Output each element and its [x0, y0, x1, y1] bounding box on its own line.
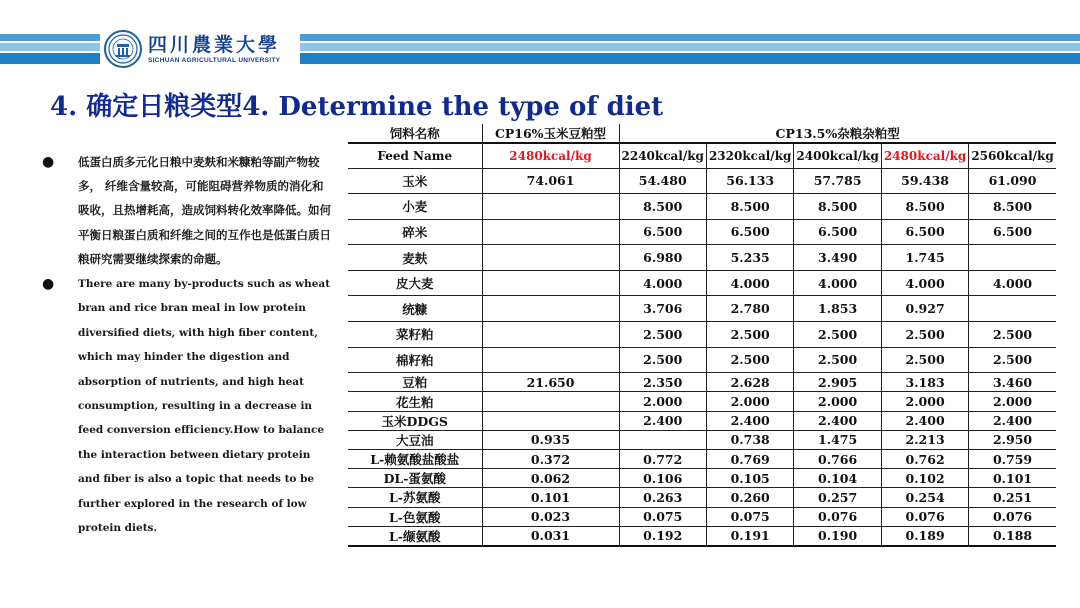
- column-header-energy: 2560kcal/kg: [969, 143, 1056, 168]
- feed-name-cell: 皮大麦: [348, 270, 482, 296]
- feed-name-cell: L-赖氨酸盐酸盐: [348, 450, 482, 469]
- column-header-energy: 2480kcal/kg: [482, 143, 619, 168]
- value-cell: 2.905: [794, 373, 881, 392]
- feed-name-cell: DL-蛋氨酸: [348, 469, 482, 488]
- value-cell: 0.076: [969, 507, 1056, 526]
- column-header-energy: 2400kcal/kg: [794, 143, 881, 168]
- value-cell: [482, 347, 619, 373]
- bullet-dot-icon: ●: [42, 154, 55, 170]
- value-cell: 2.000: [881, 392, 968, 411]
- value-cell: [482, 245, 619, 271]
- feed-name-cell: L-苏氨酸: [348, 488, 482, 507]
- value-cell: 8.500: [794, 194, 881, 220]
- table-row: [348, 245, 1056, 271]
- value-cell: 0.762: [881, 450, 968, 469]
- value-cell: 3.490: [794, 245, 881, 271]
- slide-title: 4. 确定日粮类型4. Determine the type of diet: [50, 92, 664, 122]
- table-row: [348, 194, 1056, 220]
- table-row: [348, 270, 1056, 296]
- value-cell: 8.500: [969, 194, 1056, 220]
- value-cell: 8.500: [881, 194, 968, 220]
- value-cell: 4.000: [706, 270, 793, 296]
- value-cell: 74.061: [482, 168, 619, 194]
- feed-name-cell: 豆粕: [348, 373, 482, 392]
- value-cell: 2.500: [794, 347, 881, 373]
- value-cell: 0.102: [881, 469, 968, 488]
- table-group-header-row: [348, 124, 1056, 143]
- value-cell: 2.400: [969, 411, 1056, 430]
- value-cell: 0.023: [482, 507, 619, 526]
- value-cell: [619, 430, 706, 449]
- value-cell: 2.500: [619, 322, 706, 348]
- value-cell: 0.104: [794, 469, 881, 488]
- table-row: [348, 296, 1056, 322]
- value-cell: 1.853: [794, 296, 881, 322]
- value-cell: 8.500: [619, 194, 706, 220]
- header-band-bottom-left: [0, 53, 100, 64]
- bullet-chinese-text: 低蛋白质多元化日粮中麦麸和米糠粕等副产物较多， 纤维含量较高，可能阻碍营养物质的消化和吸收，且热增耗高，造成饲料转化效率降低。如何平衡日粮蛋白质和纤维之间的互作也是低蛋白质日粮研究需要继续探索的命题。: [78, 155, 331, 266]
- value-cell: [482, 270, 619, 296]
- table-row: [348, 507, 1056, 526]
- feed-name-cell: 碎米: [348, 219, 482, 245]
- value-cell: 0.105: [706, 469, 793, 488]
- value-cell: 4.000: [619, 270, 706, 296]
- table-row: [348, 488, 1056, 507]
- table-row: [348, 430, 1056, 449]
- value-cell: 2.500: [706, 347, 793, 373]
- value-cell: 2.000: [969, 392, 1056, 411]
- value-cell: 0.075: [619, 507, 706, 526]
- value-cell: 2.500: [881, 322, 968, 348]
- table-row: [348, 347, 1056, 373]
- header-band-bottom-right: [300, 53, 1080, 64]
- value-cell: 59.438: [881, 168, 968, 194]
- value-cell: 2.500: [619, 347, 706, 373]
- column-header-feed-name: Feed Name: [348, 143, 482, 168]
- feed-name-cell: 棉籽粕: [348, 347, 482, 373]
- value-cell: 6.500: [969, 219, 1056, 245]
- column-header-energy: 2240kcal/kg: [619, 143, 706, 168]
- value-cell: 1.475: [794, 430, 881, 449]
- value-cell: 2.950: [969, 430, 1056, 449]
- value-cell: 2.500: [706, 322, 793, 348]
- value-cell: [969, 296, 1056, 322]
- value-cell: 4.000: [794, 270, 881, 296]
- value-cell: 0.372: [482, 450, 619, 469]
- value-cell: 0.031: [482, 526, 619, 546]
- university-logo: [104, 28, 296, 70]
- value-cell: [482, 296, 619, 322]
- value-cell: 4.000: [969, 270, 1056, 296]
- value-cell: 61.090: [969, 168, 1056, 194]
- value-cell: 3.183: [881, 373, 968, 392]
- value-cell: [482, 411, 619, 430]
- value-cell: 57.785: [794, 168, 881, 194]
- header-band-top-right: [300, 34, 1080, 41]
- value-cell: 8.500: [706, 194, 793, 220]
- table-row: [348, 411, 1056, 430]
- diet-composition-table: [348, 124, 1056, 547]
- value-cell: 6.980: [619, 245, 706, 271]
- feed-name-cell: 小麦: [348, 194, 482, 220]
- value-cell: 0.076: [881, 507, 968, 526]
- table-row: [348, 392, 1056, 411]
- table-column-header-row: [348, 143, 1056, 168]
- feed-name-cell: L-缬氨酸: [348, 526, 482, 546]
- table-row: [348, 526, 1056, 546]
- value-cell: 2.500: [969, 347, 1056, 373]
- value-cell: 2.000: [619, 392, 706, 411]
- value-cell: 0.106: [619, 469, 706, 488]
- value-cell: 0.188: [969, 526, 1056, 546]
- value-cell: 5.235: [706, 245, 793, 271]
- table-row: [348, 322, 1056, 348]
- table-row: [348, 469, 1056, 488]
- feed-name-cell: 玉米DDGS: [348, 411, 482, 430]
- header-band-mid-left: [0, 43, 100, 51]
- value-cell: 6.500: [794, 219, 881, 245]
- value-cell: 56.133: [706, 168, 793, 194]
- logo-english-name: SICHUAN AGRICULTURAL UNIVERSITY: [148, 56, 281, 64]
- value-cell: 0.738: [706, 430, 793, 449]
- value-cell: 54.480: [619, 168, 706, 194]
- value-cell: 0.101: [969, 469, 1056, 488]
- value-cell: 0.263: [619, 488, 706, 507]
- value-cell: 2.780: [706, 296, 793, 322]
- value-cell: 0.769: [706, 450, 793, 469]
- value-cell: 0.191: [706, 526, 793, 546]
- table-row: [348, 450, 1056, 469]
- value-cell: 21.650: [482, 373, 619, 392]
- column-header-energy: 2480kcal/kg: [881, 143, 968, 168]
- value-cell: 2.000: [794, 392, 881, 411]
- value-cell: 0.257: [794, 488, 881, 507]
- value-cell: 0.192: [619, 526, 706, 546]
- feed-name-cell: 花生粕: [348, 392, 482, 411]
- value-cell: 0.759: [969, 450, 1056, 469]
- table-row: [348, 373, 1056, 392]
- bullet-list: [42, 150, 332, 540]
- value-cell: 0.251: [969, 488, 1056, 507]
- value-cell: 3.706: [619, 296, 706, 322]
- value-cell: [482, 322, 619, 348]
- value-cell: 2.500: [794, 322, 881, 348]
- value-cell: [482, 219, 619, 245]
- value-cell: 0.062: [482, 469, 619, 488]
- feed-name-cell: 统糠: [348, 296, 482, 322]
- bullet-english-text: There are many by-products such as wheat bran and rice bran meal in low protein diversified diets, with high fiber content, which may hinder the digestion and absorption of nutrients, and high heat consumption, resulting in a decrease in feed conversion efficiency.How to balance the interaction between dietary protein and fiber is also a topic that needs to be further explored in the research of low protein diets.: [78, 278, 331, 535]
- value-cell: 2.400: [794, 411, 881, 430]
- value-cell: 0.189: [881, 526, 968, 546]
- value-cell: 0.935: [482, 430, 619, 449]
- value-cell: 0.075: [706, 507, 793, 526]
- value-cell: 0.260: [706, 488, 793, 507]
- header-band-top-left: [0, 34, 100, 41]
- value-cell: 2.628: [706, 373, 793, 392]
- value-cell: 2.400: [706, 411, 793, 430]
- value-cell: [969, 245, 1056, 271]
- feed-name-cell: 玉米: [348, 168, 482, 194]
- header-band-mid-right: [300, 43, 1080, 51]
- value-cell: 4.000: [881, 270, 968, 296]
- value-cell: 2.350: [619, 373, 706, 392]
- bullet-dot-icon: ●: [42, 276, 55, 293]
- table-row: [348, 168, 1056, 194]
- university-seal-icon: [104, 30, 142, 68]
- value-cell: 6.500: [706, 219, 793, 245]
- logo-chinese-name: 四川農業大學: [148, 33, 281, 56]
- value-cell: 6.500: [881, 219, 968, 245]
- group-header-low-protein: CP13.5%杂粮杂粕型: [619, 124, 1056, 143]
- value-cell: 0.766: [794, 450, 881, 469]
- value-cell: 6.500: [619, 219, 706, 245]
- value-cell: 1.745: [881, 245, 968, 271]
- value-cell: 0.254: [881, 488, 968, 507]
- feed-name-cell: 菜籽粕: [348, 322, 482, 348]
- value-cell: 2.000: [706, 392, 793, 411]
- value-cell: [482, 194, 619, 220]
- value-cell: 0.772: [619, 450, 706, 469]
- value-cell: 2.213: [881, 430, 968, 449]
- value-cell: 3.460: [969, 373, 1056, 392]
- feed-name-cell: 大豆油: [348, 430, 482, 449]
- value-cell: 2.400: [619, 411, 706, 430]
- value-cell: [482, 392, 619, 411]
- bullet-chinese: [42, 150, 332, 271]
- group-header-feed: 饲料名称: [348, 124, 482, 143]
- column-header-energy: 2320kcal/kg: [706, 143, 793, 168]
- value-cell: 0.101: [482, 488, 619, 507]
- value-cell: 0.927: [881, 296, 968, 322]
- feed-name-cell: 麦麸: [348, 245, 482, 271]
- value-cell: 2.500: [881, 347, 968, 373]
- feed-name-cell: L-色氨酸: [348, 507, 482, 526]
- group-header-control: CP16%玉米豆粕型: [482, 124, 619, 143]
- table-row: [348, 219, 1056, 245]
- value-cell: 2.400: [881, 411, 968, 430]
- bullet-english: [42, 272, 332, 540]
- value-cell: 0.076: [794, 507, 881, 526]
- value-cell: 2.500: [969, 322, 1056, 348]
- value-cell: 0.190: [794, 526, 881, 546]
